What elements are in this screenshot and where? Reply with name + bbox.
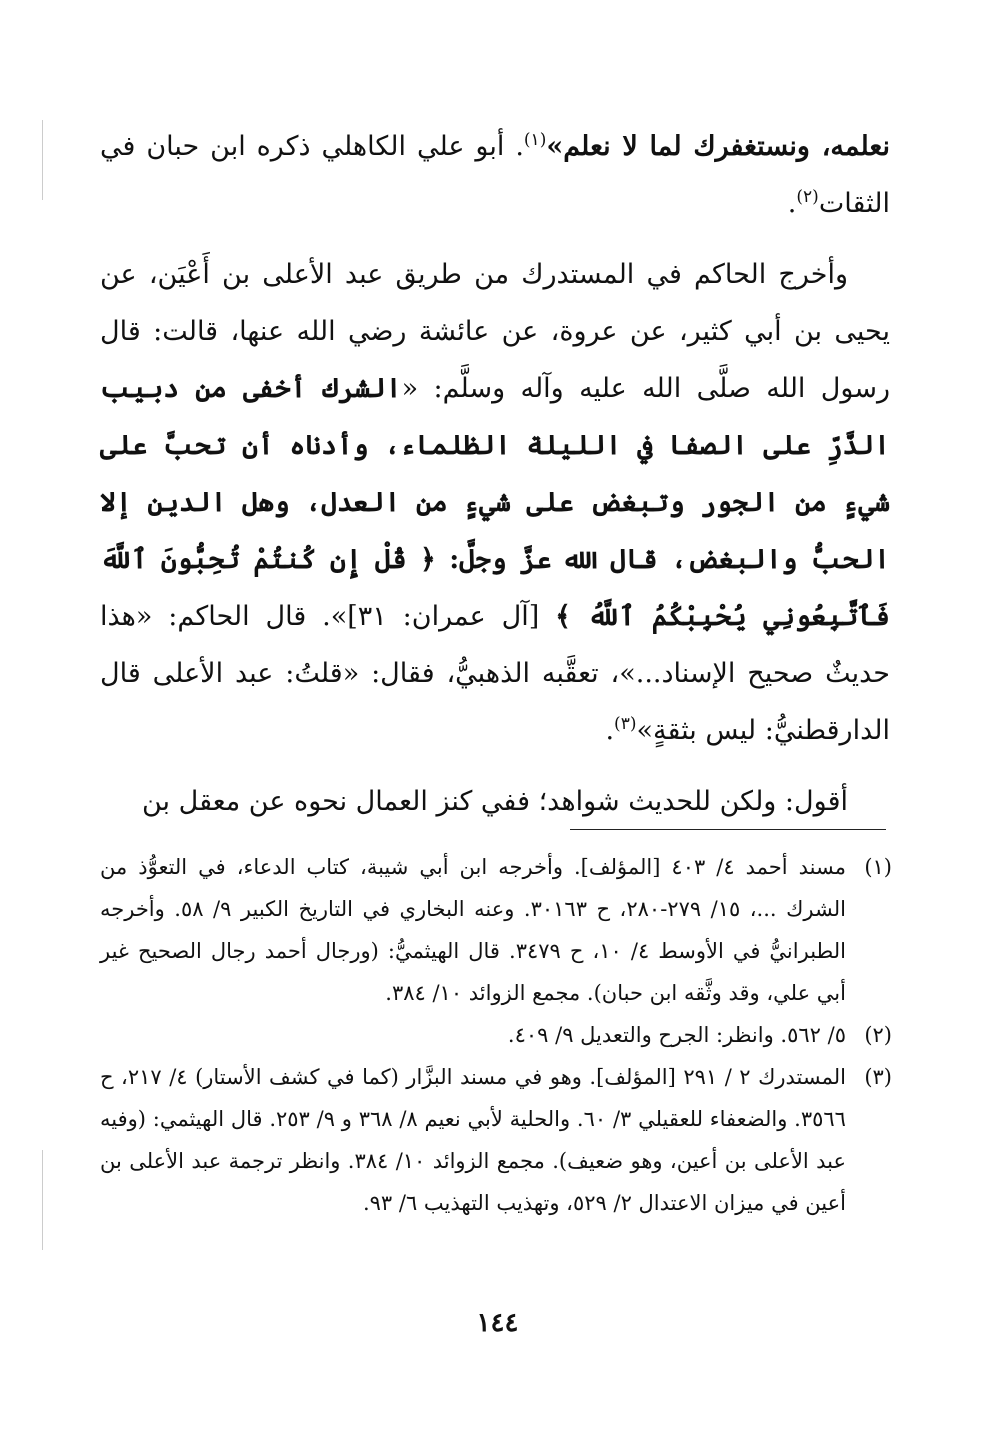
footnote-item <box>100 846 892 1014</box>
paragraph-1 <box>100 118 890 232</box>
paragraph-2-text: [آل عمران: ٣١]». قال الحاكم: «هذا حديثٌ صحيح الإسناد...»، تعقَّبه الذهبيُّ، فقال: «قلتُ: عبد الأعلى قال الدارقطنيُّ: ليس بثقةٍ» <box>100 601 890 746</box>
footnote-number: (٣) <box>864 1065 892 1089</box>
main-text <box>100 118 890 844</box>
footnote-text: المستدرك ٢ / ٢٩١ [المؤلف]. وهو في مسند البزَّار (كما في كشف الأستار) ٤/ ٢١٧، ح ٣٥٦٦. والضعفاء للعقيلي ٣/ ٦٠. والحلية لأبي نعيم ٨/ ٣٦٨ و ٩/ ٢٥٣. قال الهيثمي: (وفيه عبد الأعلى بن أعين، وهو ضعيف). مجمع الزوائد ١٠/ ٣٨٤. وانظر ترجمة عبد الأعلى بن أعين في ميزان الاعتدال ٢/ ٥٢٩، وتهذيب التهذيب ٦/ ٩٣. <box>100 1065 847 1215</box>
footnote-separator <box>570 829 886 830</box>
paragraph-3: أقول: ولكن للحديث شواهد؛ ففي كنز العمال نحوه عن معقل بن <box>141 786 848 817</box>
paragraph-2-end: . <box>605 715 615 746</box>
scan-edge-mark <box>42 1150 43 1250</box>
paragraph-2-intro: وأخرج الحاكم في المستدرك من طريق عبد الأعلى بن أَعْيَن، عن يحيى بن أبي كثير، عن عروة، عن عائشة رضي الله عنها، قالت: قال رسول الله صلَّى الله عليه وآله وسلَّم: « <box>100 259 890 404</box>
footnote-text: مسند أحمد ٤/ ٤٠٣ [المؤلف]. وأخرجه ابن أبي شيبة، كتاب الدعاء، في التعوُّذ من الشرك ...، ١٥/ ٢٧٩-٢٨٠، ح ٣٠١٦٣. وعنه البخاري في التاريخ الكبير ٩/ ٥٨. وأخرجه الطبرانيُّ في الأوسط ٤/ ١٠، ح ٣٤٧٩. قال الهيثميُّ: (ورجال أحمد رجال الصحيح غير أبي علي، وقد وثَّقه ابن حبان). مجمع الزوائد ١٠/ ٣٨٤. <box>100 855 846 1005</box>
page-number: ١٤٤ <box>476 1308 519 1338</box>
footnote-ref-2: (٢) <box>796 187 819 207</box>
scan-edge-mark <box>42 120 43 200</box>
hadith-text: الشرك أخفى من دبيب الذَّرِّ على الصفا في الليلة الظلماء، وأدناه أن تحبَّ على شيءٍ من الجور وتبغض على شيءٍ من العدل، وهل الدين إلا الحبُّ والبغض، قال الله عزَّ وجلَّ: ﴿ قُلْ إِن كُنتُمْ تُحِبُّونَ ٱللَّهَ فَٱتَّبِعُونِي يُحْبِبْكُمُ ٱللَّهُ ﴾ <box>100 373 890 632</box>
footnote-ref-3: (٣) <box>614 714 637 734</box>
footnote-number: (١) <box>864 855 892 879</box>
footnotes <box>100 846 892 1224</box>
hadith-ending: نعلمه، ونستغفرك لما لا نعلم» <box>546 131 890 162</box>
footnote-number: (٢) <box>864 1023 892 1047</box>
footnote-ref-1: (١) <box>523 130 547 150</box>
paragraph-2 <box>100 246 890 759</box>
paragraph-1-end: . <box>787 188 797 219</box>
footnote-text: ٥/ ٥٦٢. وانظر: الجرح والتعديل ٩/ ٤٠٩. <box>507 1023 846 1047</box>
footnote-item <box>100 1014 892 1056</box>
footnote-item <box>100 1056 892 1224</box>
paragraph-1-text: . أبو علي الكاهلي ذكره ابن حبان في الثقات <box>100 131 890 219</box>
